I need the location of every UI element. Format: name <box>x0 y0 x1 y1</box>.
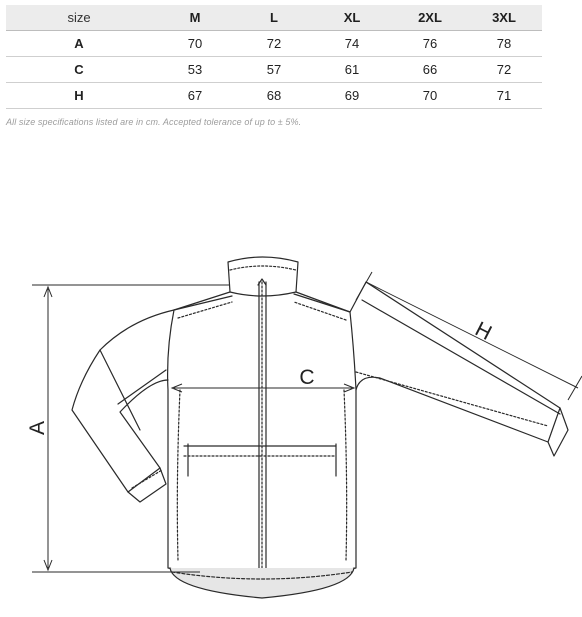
table-cell: 69 <box>310 83 394 109</box>
header-cell-l: L <box>238 5 310 31</box>
header-cell-size: size <box>6 5 152 31</box>
table-cell: 70 <box>152 31 238 57</box>
header-cell-2xl: 2XL <box>394 5 466 31</box>
row-label-h: H <box>6 83 152 109</box>
header-cell-m: M <box>152 5 238 31</box>
table-cell: 61 <box>310 57 394 83</box>
table-cell: 76 <box>394 31 466 57</box>
jacket-right-sleeve <box>350 282 560 442</box>
dimension-label-a: A <box>26 420 49 436</box>
row-label-c: C <box>6 57 152 83</box>
table-cell: 67 <box>152 83 238 109</box>
table-cell: 72 <box>238 31 310 57</box>
jacket-collar <box>228 257 298 296</box>
table-cell: 57 <box>238 57 310 83</box>
table-cell: 66 <box>394 57 466 83</box>
table-cell: 74 <box>310 31 394 57</box>
table-cell: 78 <box>466 31 542 57</box>
header-cell-xl: XL <box>310 5 394 31</box>
table-cell: 68 <box>238 83 310 109</box>
table-cell: 70 <box>394 83 466 109</box>
table-cell: 71 <box>466 83 542 109</box>
dimension-label-h: H <box>471 317 496 346</box>
dimension-label-c: C <box>299 366 315 389</box>
table-cell: 53 <box>152 57 238 83</box>
table-cell: 72 <box>466 57 542 83</box>
size-note: All size specifications listed are in cm. Accepted tolerance of up to ± 5%. <box>6 117 302 127</box>
header-cell-3xl: 3XL <box>466 5 542 31</box>
row-label-a: A <box>6 31 152 57</box>
